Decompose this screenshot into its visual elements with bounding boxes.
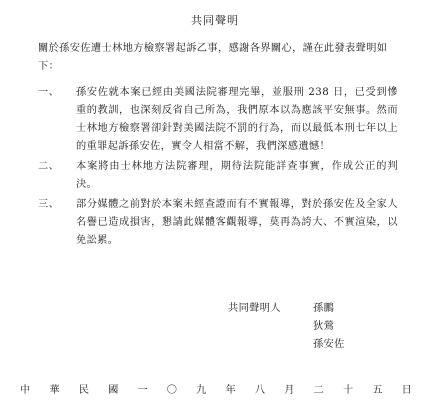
date-char: 十 <box>342 385 354 396</box>
signatory-name: 孫安佐 <box>313 339 345 350</box>
date-char: 九 <box>196 385 207 396</box>
item-number: 三、 <box>38 199 60 210</box>
date-char: 日 <box>401 385 412 396</box>
signatory-name: 狄鶯 <box>313 321 335 332</box>
signatory-name: 孫鵬 <box>313 303 335 314</box>
date-char: 五 <box>372 385 383 396</box>
statement-item-1 <box>38 84 398 156</box>
statement-item-2 <box>38 158 398 194</box>
item-text: 本案將由士林地方法院審理，期待法院能詳查事實，作成公正的判決。 <box>76 161 398 190</box>
item-number: 二、 <box>38 161 60 172</box>
date-char: 一 <box>137 385 148 396</box>
document-title: 共同聲明 <box>191 14 239 27</box>
document-date <box>20 381 412 396</box>
date-char: 〇 <box>166 385 177 396</box>
date-char: 民 <box>78 385 89 396</box>
date-char: 華 <box>49 385 60 396</box>
date-char: 中 <box>20 385 31 396</box>
date-char: 二 <box>313 385 324 396</box>
date-char: 國 <box>108 385 119 396</box>
item-text: 孫安佐就本案已經由美國法院審理完畢，並服刑 238 日，已受到慘重的教訓，也深刻反省自己所為，我們原本以為應該平安無事。然而士林地方檢察署卻針對美國法院不罰的行為，而以最低本刑七年以上的重罪起訴孫安佐，實令人相當不解，我們深感遺憾！ <box>76 87 398 152</box>
date-char: 月 <box>284 385 295 396</box>
statement-item-3 <box>38 196 398 250</box>
signatory-list <box>313 300 345 354</box>
signature-label: 共同聲明人 <box>228 303 281 314</box>
item-text: 部分媒體之前對於本案未經查證而有不實報導，對於孫安佐及全家人名譽已造成損害，懇請此媒體客觀報導，莫再為誇大、不實渲染，以免訟累。 <box>76 199 398 246</box>
item-number: 一、 <box>38 87 60 98</box>
date-char: 年 <box>225 385 236 396</box>
statement-list <box>38 84 398 252</box>
date-char: 八 <box>254 385 266 396</box>
intro-paragraph: 關於孫安佐遭士林地方檢察署起訴乙事，感謝各界關心，謹在此發表聲明如下： <box>38 43 388 72</box>
